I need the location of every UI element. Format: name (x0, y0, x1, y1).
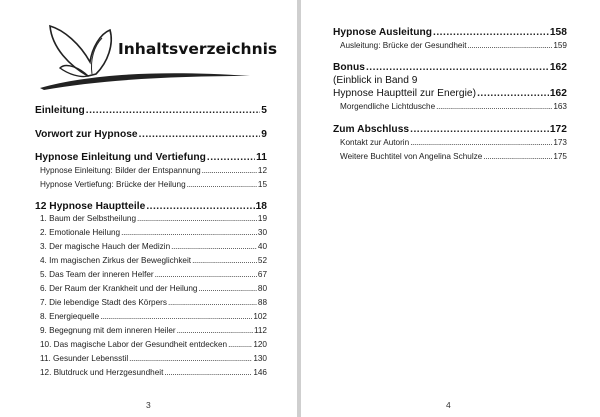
toc-subentry[interactable]: 11. Gesunder Lebensstil ..... 130 (40, 354, 267, 363)
toc-subentry[interactable]: 7. Die lebendige Stadt des Körpers ..... 88 (40, 298, 267, 307)
toc-subentry[interactable]: Weitere Buchtitel von Angelina Schulze ..... 175 (340, 152, 567, 161)
toc-entry[interactable]: 12 Hypnose Hauptteile ..... 18 (35, 201, 267, 212)
toc-subentry[interactable]: 4. Im magischen Zirkus der Beweglichkeit ..... 52 (40, 256, 267, 265)
toc-entry[interactable]: Einleitung ..... 5 (35, 105, 267, 116)
toc-subentry[interactable]: 12. Blutdruck und Herzgesundheit ..... 146 (40, 368, 267, 377)
toc-subentry[interactable]: 10. Das magische Labor der Gesundheit entdecken ..... 120 (40, 340, 267, 349)
toc-subentry[interactable]: Hypnose Einleitung: Bilder der Entspannung ..... 12 (40, 166, 267, 175)
toc-subentry[interactable]: Hypnose Vertiefung: Brücke der Heilung ..... 15 (40, 180, 267, 189)
toc-entry[interactable]: Hypnose Ausleitung ..... 158 (333, 27, 567, 38)
toc-entry-line1: (Einblick in Band 9 (333, 75, 418, 86)
toc-entry[interactable]: Vorwort zur Hypnose ..... 9 (35, 129, 267, 140)
toc-subentry[interactable]: 5. Das Team der inneren Helfer ..... 67 (40, 270, 267, 279)
toc-subentry[interactable]: 3. Der magische Hauch der Medizin ..... 40 (40, 242, 267, 251)
toc-entry[interactable]: Hypnose Hauptteil zur Energie) ..... 162 (333, 88, 567, 99)
toc-subentry[interactable]: 9. Begegnung mit dem inneren Heiler ..... 112 (40, 326, 267, 335)
toc-subentry[interactable]: 2. Emotionale Heilung ..... 30 (40, 228, 267, 237)
toc-subentry[interactable]: Kontakt zur Autorin ..... 173 (340, 138, 567, 147)
toc-subentry[interactable]: 6. Der Raum der Krankheit und der Heilung ..... 80 (40, 284, 267, 293)
toc-subentry[interactable]: Ausleitung: Brücke der Gesundheit ..... 159 (340, 41, 567, 50)
page-number: 4 (446, 400, 451, 410)
toc-subentry[interactable]: 1. Baum der Selbstheilung ..... 19 (40, 214, 267, 223)
toc-subentry[interactable]: 8. Energiequelle ..... 102 (40, 312, 267, 321)
toc-entry[interactable]: Bonus ..... 162 (333, 62, 567, 73)
page-title: Inhaltsverzeichnis (118, 40, 278, 58)
left-page (0, 0, 297, 417)
toc-entry[interactable]: Hypnose Einleitung und Vertiefung ..... 11 (35, 152, 267, 163)
toc-subentry[interactable]: Morgendliche Lichtdusche ..... 163 (340, 102, 567, 111)
butterfly-logo-icon (30, 18, 250, 98)
toc-entry[interactable]: Zum Abschluss ..... 172 (333, 124, 567, 135)
page-number: 3 (146, 400, 151, 410)
